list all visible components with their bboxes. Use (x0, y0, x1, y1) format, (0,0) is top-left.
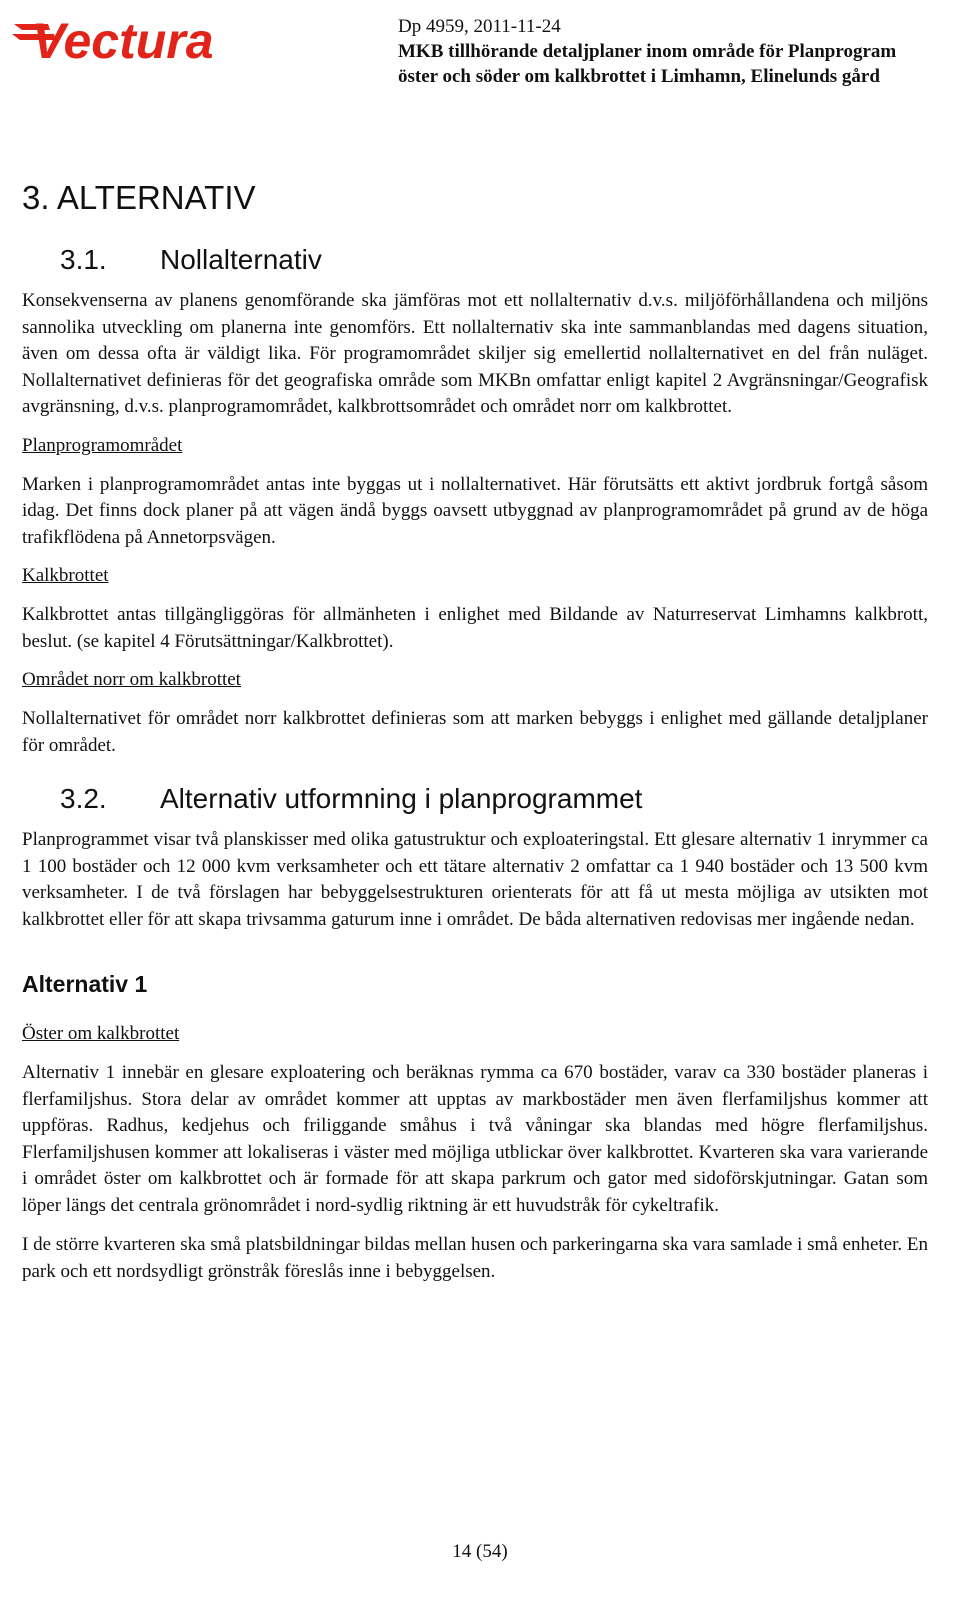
paragraph: Marken i planprogramområdet antas inte byggas ut i nollalternativet. Här förutsätts ett aktivt jordbruk fortgå såsom idag. Det finns dock planer på att vägen ändå byggs oavsett utbyggnad av planprogramområdet på grund av de höga trafikflödena på Annetorpsvägen. (22, 473, 928, 548)
section-heading-3-1 (22, 242, 928, 278)
page-number: 14 (54) (452, 1541, 508, 1562)
section-heading-3-2 (22, 781, 928, 817)
document-body (22, 178, 928, 1285)
subheading-oster-om-kalkbrottet: Öster om kalkbrottet (22, 1023, 180, 1044)
paragraph: Kalkbrottet antas tillgängliggöras för allmänheten i enlighet med Bildande av Naturreservat Limhamns kalkbrott, beslut. (se kapitel 4 Förutsättningar/Kalkbrottet). (22, 604, 928, 652)
logo-text: Vectura (32, 13, 214, 66)
paragraph: Nollalternativet för området norr kalkbrottet definieras som att marken bebyggs i enlighet med gällande detaljplaner för området. (22, 708, 928, 756)
subheading-planprogramomradet: Planprogramområdet (22, 434, 183, 456)
section-number: 3.2. (60, 783, 107, 814)
chapter-heading: 3. ALTERNATIV (22, 179, 256, 216)
subheading-kalkbrottet: Kalkbrottet (22, 565, 109, 586)
vectura-logo (10, 10, 260, 66)
page-header (398, 14, 948, 89)
document-ref: Dp 4959, 2011-11-24 (398, 16, 561, 37)
alternative-heading: Alternativ 1 (22, 971, 148, 997)
paragraph: Planprogrammet visar två planskisser med olika gatustruktur och exploateringstal. Ett glesare alternativ 1 inrymmer ca 1 100 bostäder och 12 000 kvm verksamheter och ett tätare alternativ 2 omfattar ca 1 940 bostäder och 13 500 kvm verksamheter. I de två förslagen har bebyggelsestrukturen orienterats för att få ut mesta möjliga av utsikten mot kalkbrottet eller för att skapa trivsamma gaturum inne i området. De båda alternativen redovisas mer ingående nedan. (22, 829, 928, 930)
section-title: Nollalternativ (160, 244, 322, 275)
paragraph: Konsekvenserna av planens genomförande ska jämföras mot ett nollalternativ d.v.s. miljöförhållandena och miljöns sannolika utveckling om planerna inte genomförs. Ett nollalternativ ska inte sammanblandas med dagens situation, även om dessa ofta är väldigt lika. För programområdet skiljer sig emellertid nollalternativet en del från nuläget. Nollalternativet definieras för det geografiska område som MKBn omfattar enligt kapitel 2 Avgränsningar/Geografisk avgränsning, d.v.s. planprogramområdet, kalkbrottsområdet och området norr om kalkbrottet. (22, 290, 928, 417)
section-title: Alternativ utformning i planprogrammet (160, 783, 643, 814)
subheading-omradet-norr: Området norr om kalkbrottet (22, 669, 241, 690)
paragraph: I de större kvarteren ska små platsbildningar bildas mellan husen och parkeringarna ska vara samlade i små enheter. En park och ett nordsydligt grönstråk föreslås inne i bebyggelsen. (22, 1234, 928, 1282)
document-title-line2: öster och söder om kalkbrottet i Limhamn, Elinelunds gård (398, 66, 880, 87)
paragraph: Alternativ 1 innebär en glesare exploatering och beräknas rymma ca 670 bostäder, varav ca 330 bostäder planeras i flerfamiljshus. Stora delar av området kommer att upptas av markbostäder men även flerfamiljshus kommer att uppföras. Radhus, kedjehus och friliggande småhus i två våningar ska blandas med högre flerfamiljshus. Flerfamiljshusen kommer att lokaliseras i väster med möjliga utblickar över kalkbrottet. Kvarteren ska vara varierande i området öster om kalkbrottet och är formade för att skapa parkrum och gator med sidoförskjutningar. Gatan som löper längs det centrala grönområdet i nord-sydlig riktning är ett huvudstråk för cykeltrafik. (22, 1062, 928, 1216)
document-title-line1: MKB tillhörande detaljplaner inom område för Planprogram (398, 41, 897, 62)
section-number: 3.1. (60, 244, 107, 275)
